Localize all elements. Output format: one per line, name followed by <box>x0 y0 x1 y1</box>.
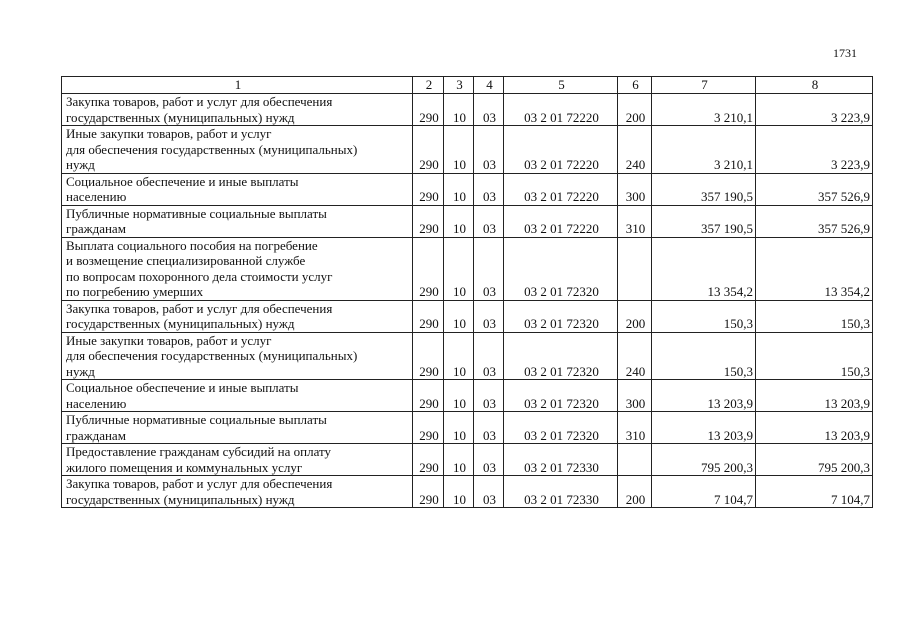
table-row <box>62 126 873 174</box>
cell-col3: 10 <box>444 444 474 476</box>
cell-col3: 10 <box>444 126 474 174</box>
cell-col5: 03 2 01 72320 <box>504 300 618 332</box>
header-cell: 8 <box>756 77 873 94</box>
cell-col6: 200 <box>618 476 652 508</box>
cell-col4: 03 <box>474 300 504 332</box>
cell-name <box>62 332 413 380</box>
cell-col7: 357 190,5 <box>652 205 756 237</box>
name-line: Закупка товаров, работ и услуг для обеспечения <box>66 94 333 109</box>
cell-col2: 290 <box>413 173 444 205</box>
cell-col4: 03 <box>474 126 504 174</box>
cell-col5: 03 2 01 72320 <box>504 332 618 380</box>
name-line: Публичные нормативные социальные выплаты <box>66 412 327 427</box>
name-line: государственных (муниципальных) нужд <box>66 316 295 331</box>
name-line: для обеспечения государственных (муниципальных) <box>66 348 358 363</box>
table-row <box>62 237 873 300</box>
cell-name <box>62 476 413 508</box>
cell-col3: 10 <box>444 300 474 332</box>
cell-col5: 03 2 01 72220 <box>504 126 618 174</box>
header-cell: 4 <box>474 77 504 94</box>
name-line: населению <box>66 189 127 204</box>
cell-name <box>62 412 413 444</box>
cell-col7: 150,3 <box>652 300 756 332</box>
cell-col6: 310 <box>618 205 652 237</box>
cell-col4: 03 <box>474 237 504 300</box>
name-line: жилого помещения и коммунальных услуг <box>66 459 303 475</box>
header-cell: 6 <box>618 77 652 94</box>
cell-col7: 13 203,9 <box>652 412 756 444</box>
cell-col4: 03 <box>474 94 504 126</box>
cell-col3: 10 <box>444 173 474 205</box>
cell-col3: 10 <box>444 94 474 126</box>
name-line: государственных (муниципальных) нужд <box>66 109 295 125</box>
cell-col3: 10 <box>444 380 474 412</box>
cell-col2: 290 <box>413 444 444 476</box>
name-line: населению <box>66 395 127 411</box>
cell-name <box>62 94 413 126</box>
cell-col3: 10 <box>444 476 474 508</box>
name-line: Социальное обеспечение и иные выплаты <box>66 173 299 189</box>
cell-col8: 13 354,2 <box>756 237 873 300</box>
table-row <box>62 94 873 126</box>
name-line: гражданам <box>66 221 126 236</box>
table-row <box>62 332 873 380</box>
cell-col7: 357 190,5 <box>652 173 756 205</box>
cell-col8: 795 200,3 <box>756 444 873 476</box>
name-line: Социальное обеспечение и иные выплаты <box>66 380 299 395</box>
cell-col8: 3 223,9 <box>756 126 873 174</box>
cell-col2: 290 <box>413 94 444 126</box>
table-row <box>62 300 873 332</box>
cell-col5: 03 2 01 72220 <box>504 94 618 126</box>
cell-col5: 03 2 01 72330 <box>504 476 618 508</box>
cell-name <box>62 444 413 476</box>
name-line: Иные закупки товаров, работ и услуг <box>66 332 272 348</box>
cell-col8: 357 526,9 <box>756 173 873 205</box>
cell-name <box>62 126 413 174</box>
cell-col8: 13 203,9 <box>756 380 873 412</box>
name-line: государственных (муниципальных) нужд <box>66 491 295 507</box>
cell-col6: 240 <box>618 332 652 380</box>
header-cell: 3 <box>444 77 474 94</box>
cell-col7: 13 354,2 <box>652 237 756 300</box>
cell-col5: 03 2 01 72320 <box>504 380 618 412</box>
cell-col8: 150,3 <box>756 300 873 332</box>
page-number: 1731 <box>833 46 857 60</box>
cell-col7: 150,3 <box>652 332 756 380</box>
cell-col6: 300 <box>618 173 652 205</box>
cell-col3: 10 <box>444 412 474 444</box>
cell-col8: 357 526,9 <box>756 205 873 237</box>
cell-col5: 03 2 01 72320 <box>504 237 618 300</box>
cell-name <box>62 205 413 237</box>
name-line: по погребению умерших <box>66 284 204 299</box>
cell-col7: 7 104,7 <box>652 476 756 508</box>
name-line: Иные закупки товаров, работ и услуг <box>66 126 272 141</box>
cell-col2: 290 <box>413 237 444 300</box>
cell-col8: 150,3 <box>756 332 873 380</box>
cell-col7: 3 210,1 <box>652 126 756 174</box>
cell-col8: 13 203,9 <box>756 412 873 444</box>
name-line: по вопросам похоронного дела стоимости услуг <box>66 268 333 284</box>
cell-col2: 290 <box>413 126 444 174</box>
table-header-row <box>62 77 873 94</box>
cell-name <box>62 380 413 412</box>
cell-col6 <box>618 237 652 300</box>
cell-col3: 10 <box>444 205 474 237</box>
cell-col6: 200 <box>618 300 652 332</box>
cell-col4: 03 <box>474 205 504 237</box>
table-body <box>62 94 873 508</box>
cell-col7: 13 203,9 <box>652 380 756 412</box>
name-line: Закупка товаров, работ и услуг для обеспечения <box>66 476 333 491</box>
name-line: гражданам <box>66 427 126 443</box>
header-cell: 2 <box>413 77 444 94</box>
cell-col4: 03 <box>474 332 504 380</box>
name-line: Публичные нормативные социальные выплаты <box>66 205 327 221</box>
name-line: Закупка товаров, работ и услуг для обеспечения <box>66 300 333 316</box>
cell-name <box>62 300 413 332</box>
cell-name <box>62 237 413 300</box>
budget-table <box>61 76 873 508</box>
header-cell: 5 <box>504 77 618 94</box>
cell-col5: 03 2 01 72220 <box>504 205 618 237</box>
cell-col5: 03 2 01 72330 <box>504 444 618 476</box>
header-cell: 7 <box>652 77 756 94</box>
cell-col4: 03 <box>474 173 504 205</box>
cell-col2: 290 <box>413 205 444 237</box>
cell-name <box>62 173 413 205</box>
table-row <box>62 444 873 476</box>
name-line: Выплата социального пособия на погребение <box>66 237 318 253</box>
cell-col6 <box>618 444 652 476</box>
name-line: и возмещение специализированной службе <box>66 253 306 268</box>
cell-col2: 290 <box>413 476 444 508</box>
cell-col4: 03 <box>474 380 504 412</box>
cell-col4: 03 <box>474 412 504 444</box>
cell-col8: 7 104,7 <box>756 476 873 508</box>
table-row <box>62 205 873 237</box>
name-line: для обеспечения государственных (муниципальных) <box>66 141 358 157</box>
cell-col6: 300 <box>618 380 652 412</box>
table-row <box>62 476 873 508</box>
name-line: нужд <box>66 363 95 379</box>
cell-col4: 03 <box>474 476 504 508</box>
cell-col2: 290 <box>413 332 444 380</box>
cell-col2: 290 <box>413 412 444 444</box>
table-row <box>62 380 873 412</box>
cell-col2: 290 <box>413 380 444 412</box>
cell-col6: 240 <box>618 126 652 174</box>
cell-col4: 03 <box>474 444 504 476</box>
name-line: нужд <box>66 157 95 172</box>
cell-col7: 3 210,1 <box>652 94 756 126</box>
cell-col6: 200 <box>618 94 652 126</box>
cell-col6: 310 <box>618 412 652 444</box>
table-row <box>62 412 873 444</box>
cell-col5: 03 2 01 72220 <box>504 173 618 205</box>
cell-col3: 10 <box>444 237 474 300</box>
cell-col5: 03 2 01 72320 <box>504 412 618 444</box>
table-row <box>62 173 873 205</box>
name-line: Предоставление гражданам субсидий на оплату <box>66 444 332 459</box>
cell-col7: 795 200,3 <box>652 444 756 476</box>
header-cell: 1 <box>62 77 413 94</box>
cell-col8: 3 223,9 <box>756 94 873 126</box>
cell-col2: 290 <box>413 300 444 332</box>
cell-col3: 10 <box>444 332 474 380</box>
